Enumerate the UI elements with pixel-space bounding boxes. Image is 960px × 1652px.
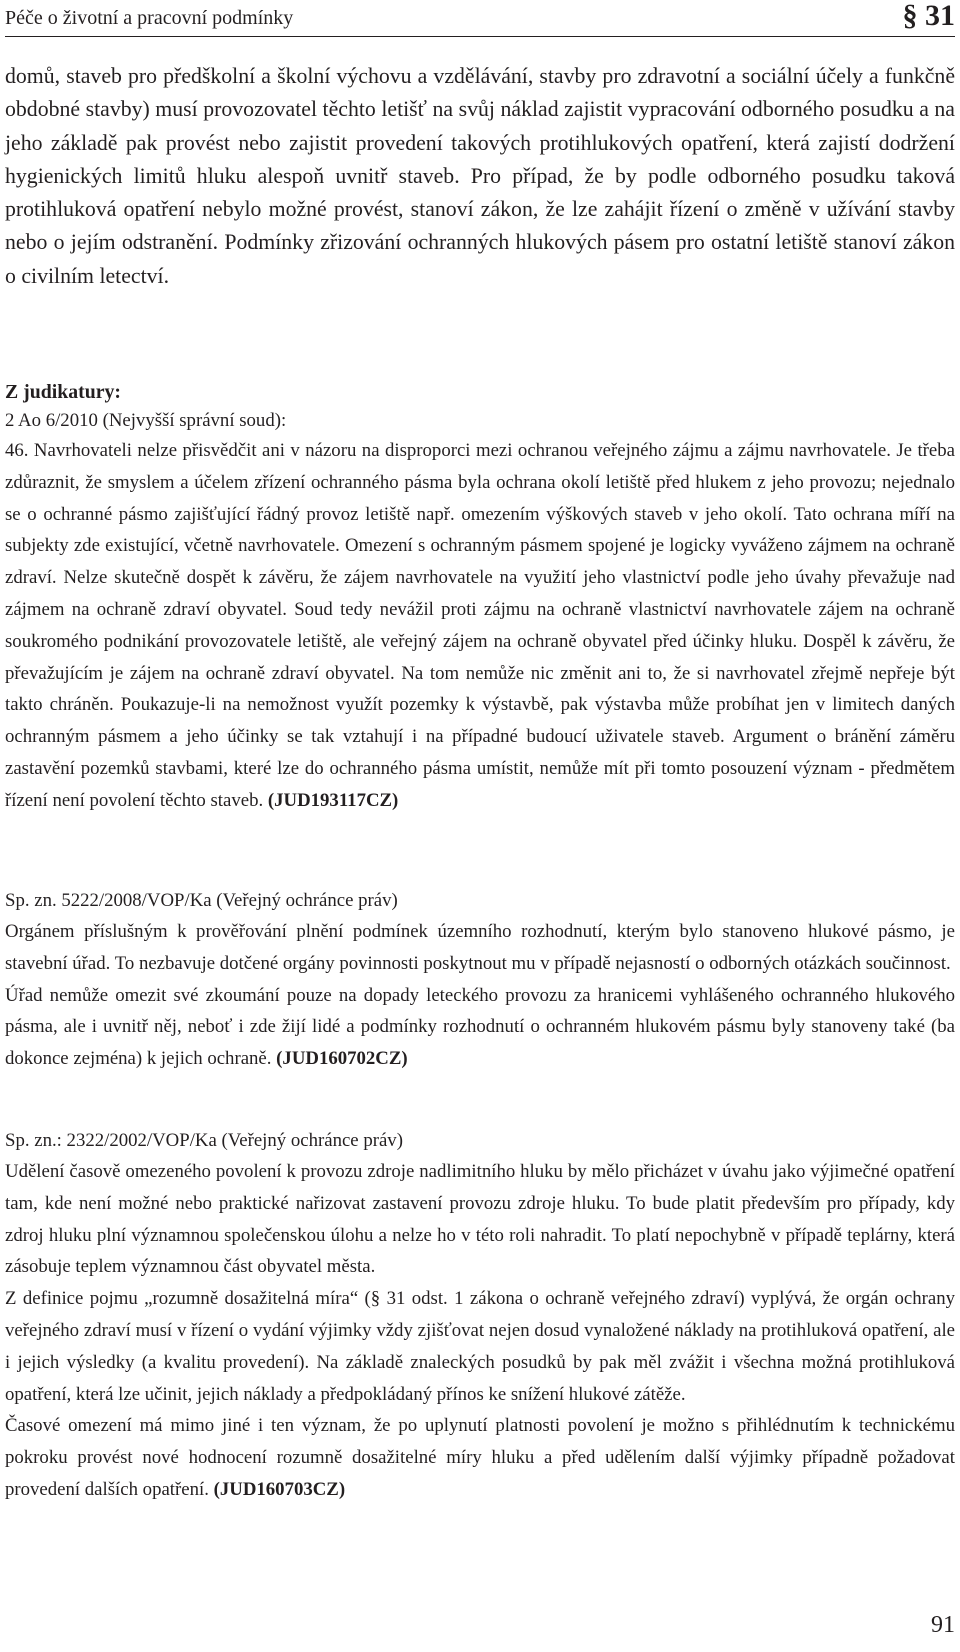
case-law-section	[5, 378, 955, 817]
opinion-2-code: (JUD160703CZ)	[213, 1478, 346, 1500]
header-title: Péče o životní a pracovní podmínky	[5, 7, 294, 29]
opinion-1-paragraph-2	[5, 980, 955, 1075]
ombudsman-opinion-1	[5, 886, 955, 1075]
case-law-body: 46. Navrhovateli nelze přisvědčit ani v názoru na disproporci mezi ochranou veřejného zájmu a zájmu navrhovatele. Je třeba zdůraznit, že smyslem a účelem zřízení ochranného pásma byla ochrana okolí letiště před hlukem z jeho provozu; nejednalo se o ochranné pásmo zajišťující řádný provoz letiště např. omezením výškových staveb v jeho okolí. Tato ochrana míří na subjekty zde existující, včetně navrhovatele. Omezení s ochranným pásmem spojené je logicky vyváženo zájmem na ochraně zdraví. Nelze skutečně dospět k závěru, že zájem navrhovatele na využití jeho vlastnictví podle jeho úvahy převažuje nad zájmem na ochraně zdraví obyvatel. Soud tedy nevážil proti zájmu na ochraně vlastnictví navrhovatele zájem na ochraně soukromého podnikání provozovatele letiště, ale veřejný zájem na ochraně obyvatel před účinky hluku. Dospěl k závěru, že převažujícím je zájem na ochraně zdraví obyvatel. Na tom nemůže nic změnit ani to, že si navrhovatel zřejmě nepřeje být takto chráněn. Poukazuje-li na nemožnost využít pozemky k výstavbě, pak výstavba může probíhat jen v limitech daných ochranným pásmem a jeho účinky se tak vztahují i na případné budoucí uživatele staveb. Argument o bránění záměru zastavění pozemků stavbami, které lze do ochranného pásma umístit, nemůže mít při tomto posouzení význam - předmětem řízení není povolení těchto staveb.	[5, 440, 955, 811]
opinion-2-paragraph-1: Udělení časově omezeného povolení k provozu zdroje nadlimitního hluku by mělo přicházet v úvahu jako výjimečné opatření tam, kde není možné nebo praktické nařizovat zastavení provozu zdroje hluku. To bude platit především pro případy, kdy zdroj hluku plní významnou společenskou úlohu a nelze ho v této roli nahradit. To platí nepochybně v případě teplárny, která zásobuje teplem významnou část obyvatel města.	[5, 1161, 955, 1278]
opinion-2-reference: Sp. zn.: 2322/2002/VOP/Ka (Veřejný ochránce práv)	[5, 1130, 403, 1151]
running-header	[5, 0, 955, 37]
case-law-reference: 2 Ao 6/2010 (Nejvyšší správní soud):	[5, 410, 287, 431]
opinion-1-reference: Sp. zn. 5222/2008/VOP/Ka (Veřejný ochránce práv)	[5, 890, 398, 911]
case-law-heading: Z judikatury:	[5, 381, 121, 403]
ombudsman-opinion-2	[5, 1126, 955, 1506]
section-number: § 31	[902, 0, 955, 32]
document-page	[5, 0, 955, 1652]
case-law-text	[5, 435, 955, 817]
case-law-code: (JUD193117CZ)	[267, 789, 399, 811]
opinion-1-paragraph-2-body: Úřad nemůže omezit své zkoumání pouze na dopady leteckého provozu za hranicemi vyhlášeného ochranného hlukového pásma, ale i uvnitř něj, neboť i zde žijí lidé a podmínky rozhodnutí o ochranném hlukovém pásmu byly stanoveny také (ba dokonce zejména) k jejich ochraně.	[5, 984, 955, 1070]
opinion-1-code: (JUD160702CZ)	[276, 1048, 408, 1070]
intro-paragraph: domů, staveb pro předškolní a školní výchovu a vzdělávání, stavby pro zdravotní a sociální účely a funkčně obdobné stavby) musí provozovatel těchto letišť na svůj náklad zajistit vypracování odborného posudku a na jeho základě pak provést nebo zajistit provedení takových protihlukových opatření, která zajistí dodržení hygienických limitů hluku alespoň uvnitř staveb. Pro případ, že by podle odborného posudku taková protihluková opatření nebylo možné provést, stanoví zákon, že lze zahájit řízení o změně v užívání stavby nebo o jejím odstranění. Podmínky zřizování ochranných hlukových pásem pro ostatní letiště stanoví zákon o civilním letectví.	[5, 64, 955, 288]
opinion-2-paragraph-2: Z definice pojmu „rozumně dosažitelná míra“ (§ 31 odst. 1 zákona o ochraně veřejného zdraví) vyplývá, že orgán ochrany veřejného zdraví musí v řízení o vydání výjimky vždy zjišťovat nejen dosud vynaložené náklady na protihluková opatření, ale i jejich výsledky (a kvalitu provedení). Na základě znaleckých posudků by pak měl zvážit i všechna možná protihluková opatření, která lze učinit, jejich náklady a předpokládaný přínos ke snížení hlukové zátěže.	[5, 1288, 955, 1405]
opinion-2-paragraph-3-body: Časové omezení má mimo jiné i ten význam, že po uplynutí platnosti povolení je možno s přihlédnutím k technickému pokroku provést nové hodnocení rozumně dosažitelné míry hluku a před udělením další výjimky případně požadovat provedení dalších opatření.	[5, 1415, 955, 1500]
opinion-2-paragraph-3	[5, 1410, 955, 1505]
opinion-1-paragraph-1: Orgánem příslušným k prověřování plnění podmínek územního rozhodnutí, kterým bylo stanoveno hlukové pásmo, je stavební úřad. To nezbavuje dotčené orgány povinnosti poskytnout mu v případě nejasností o odborných otázkách součinnost.	[5, 921, 955, 974]
page-number: 91	[931, 1612, 955, 1638]
